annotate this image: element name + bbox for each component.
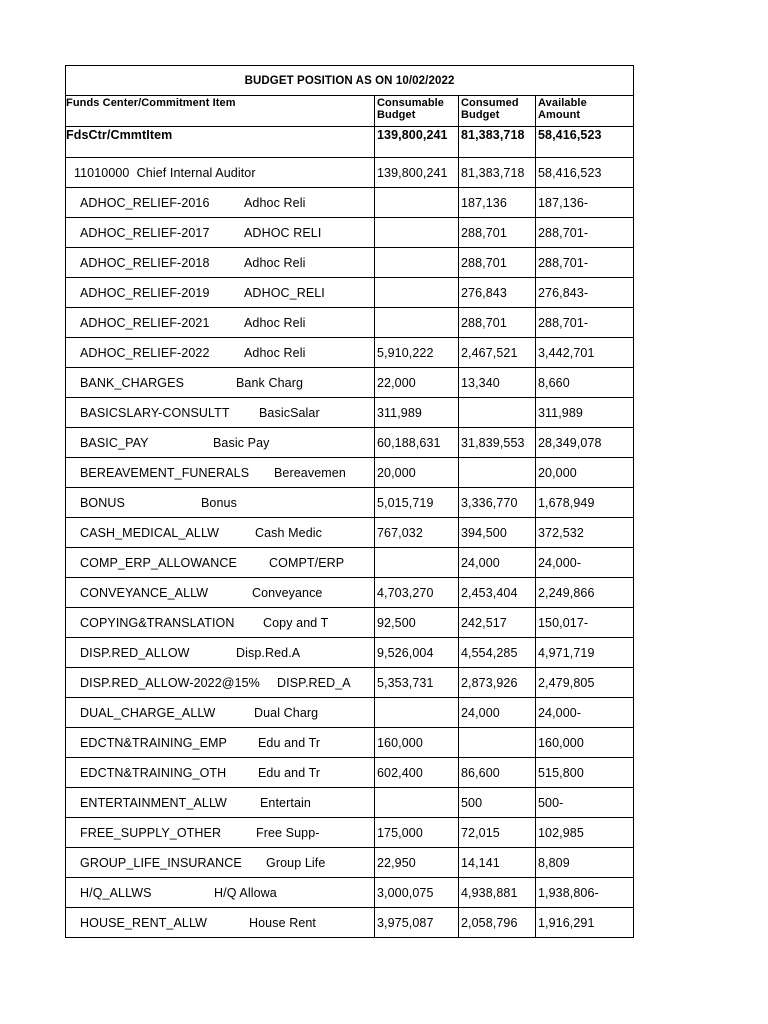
commitment-item-code: DISP.RED_ALLOW-2022@15%	[80, 675, 260, 690]
available-cell: 2,249,866	[536, 578, 634, 608]
available-cell: 372,532	[536, 518, 634, 548]
commitment-item-code: COPYING&TRANSLATION	[80, 615, 235, 630]
commitment-item-code: ADHOC_RELIEF-2018	[80, 255, 210, 270]
commitment-item-desc: H/Q Allowa	[214, 885, 277, 900]
commitment-item-code: ENTERTAINMENT_ALLW	[80, 795, 227, 810]
consumable-cell	[375, 788, 459, 818]
table-row	[66, 338, 634, 368]
consumable-cell: 3,975,087	[375, 908, 459, 938]
consumed-cell: 2,058,796	[459, 908, 536, 938]
consumable-cell: 60,188,631	[375, 428, 459, 458]
consumable-cell: 22,950	[375, 848, 459, 878]
consumable-cell	[375, 278, 459, 308]
table-row	[66, 248, 634, 278]
commitment-item-desc: Conveyance	[252, 585, 323, 600]
commitment-item-cell	[66, 188, 375, 218]
consumable-cell	[375, 548, 459, 578]
budget-table	[65, 65, 634, 938]
commitment-item-code: ADHOC_RELIEF-2022	[80, 345, 210, 360]
available-cell: 288,701-	[536, 218, 634, 248]
commitment-item-code: ADHOC_RELIEF-2017	[80, 225, 210, 240]
available-cell: 102,985	[536, 818, 634, 848]
table-row	[66, 818, 634, 848]
commitment-item-cell	[66, 488, 375, 518]
commitment-item-code: BASIC_PAY	[80, 435, 149, 450]
table-row	[66, 788, 634, 818]
consumable-cell: 5,353,731	[375, 668, 459, 698]
available-cell: 288,701-	[536, 308, 634, 338]
available-cell: 24,000-	[536, 698, 634, 728]
available-cell: 2,479,805	[536, 668, 634, 698]
commitment-item-code: DISP.RED_ALLOW	[80, 645, 190, 660]
available-cell: 24,000-	[536, 548, 634, 578]
commitment-item-code: CASH_MEDICAL_ALLW	[80, 525, 220, 540]
consumable-cell	[375, 698, 459, 728]
commitment-item-code: BEREAVEMENT_FUNERALS	[80, 465, 250, 480]
commitment-item-cell	[66, 608, 375, 638]
commitment-item-cell	[66, 278, 375, 308]
commitment-item-code: COMP_ERP_ALLOWANCE	[80, 555, 237, 570]
header-funds-center: Funds Center/Commitment Item	[66, 96, 375, 127]
available-cell: 4,971,719	[536, 638, 634, 668]
commitment-item-desc: House Rent	[249, 915, 317, 930]
table-row	[66, 428, 634, 458]
available-cell: 288,701-	[536, 248, 634, 278]
table-row	[66, 188, 634, 218]
commitment-item-desc: Adhoc Reli	[244, 315, 306, 330]
commitment-item-code: EDCTN&TRAINING_EMP	[80, 735, 227, 750]
center-consumable: 139,800,241	[375, 158, 459, 188]
commitment-item-desc: Adhoc Reli	[244, 345, 306, 360]
consumable-cell: 5,015,719	[375, 488, 459, 518]
consumable-cell: 175,000	[375, 818, 459, 848]
commitment-item-cell	[66, 668, 375, 698]
commitment-item-cell	[66, 218, 375, 248]
header-row	[66, 96, 634, 127]
commitment-item-desc: Adhoc Reli	[244, 195, 306, 210]
consumable-cell	[375, 248, 459, 278]
commitment-item-cell	[66, 728, 375, 758]
commitment-item-code: ADHOC_RELIEF-2016	[80, 195, 210, 210]
available-cell: 8,809	[536, 848, 634, 878]
commitment-item-desc: Bonus	[201, 495, 237, 510]
commitment-item-cell	[66, 698, 375, 728]
table-row	[66, 878, 634, 908]
commitment-item-code: BANK_CHARGES	[80, 375, 185, 390]
available-cell: 1,938,806-	[536, 878, 634, 908]
commitment-item-cell	[66, 578, 375, 608]
commitment-item-desc: Bank Charg	[236, 375, 304, 390]
commitment-item-code: ADHOC_RELIEF-2021	[80, 315, 210, 330]
available-cell: 28,349,078	[536, 428, 634, 458]
commitment-item-code: CONVEYANCE_ALLW	[80, 585, 209, 600]
consumed-cell: 3,336,770	[459, 488, 536, 518]
table-row	[66, 728, 634, 758]
funds-center-row	[66, 158, 634, 188]
table-row	[66, 668, 634, 698]
consumed-cell: 13,340	[459, 368, 536, 398]
commitment-item-cell	[66, 848, 375, 878]
commitment-item-cell	[66, 308, 375, 338]
consumable-cell: 3,000,075	[375, 878, 459, 908]
commitment-item-cell	[66, 398, 375, 428]
commitment-item-code: EDCTN&TRAINING_OTH	[80, 765, 227, 780]
available-cell: 515,800	[536, 758, 634, 788]
consumed-cell: 4,554,285	[459, 638, 536, 668]
commitment-item-cell	[66, 368, 375, 398]
consumable-cell: 311,989	[375, 398, 459, 428]
table-row	[66, 518, 634, 548]
commitment-item-cell	[66, 248, 375, 278]
consumed-cell: 2,467,521	[459, 338, 536, 368]
consumable-cell: 767,032	[375, 518, 459, 548]
funds-center-name: Chief Internal Auditor	[136, 165, 256, 180]
consumed-cell: 187,136	[459, 188, 536, 218]
commitment-item-cell	[66, 458, 375, 488]
available-cell: 1,678,949	[536, 488, 634, 518]
consumable-cell: 5,910,222	[375, 338, 459, 368]
table-row	[66, 218, 634, 248]
table-row	[66, 908, 634, 938]
table-title: BUDGET POSITION AS ON 10/02/2022	[66, 66, 634, 96]
available-cell: 187,136-	[536, 188, 634, 218]
consumable-cell: 4,703,270	[375, 578, 459, 608]
commitment-item-cell	[66, 908, 375, 938]
available-cell: 20,000	[536, 458, 634, 488]
consumable-cell	[375, 218, 459, 248]
table-row	[66, 548, 634, 578]
commitment-item-code: BONUS	[80, 495, 125, 510]
available-cell: 276,843-	[536, 278, 634, 308]
funds-center-code: 11010000	[74, 165, 130, 180]
consumed-cell: 394,500	[459, 518, 536, 548]
consumed-cell: 242,517	[459, 608, 536, 638]
consumed-cell: 86,600	[459, 758, 536, 788]
header-consumed-budget: Consumed Budget	[459, 96, 536, 127]
table-row	[66, 488, 634, 518]
consumable-cell: 160,000	[375, 728, 459, 758]
consumed-cell: 72,015	[459, 818, 536, 848]
commitment-item-desc: DISP.RED_A	[277, 675, 351, 690]
available-cell: 150,017-	[536, 608, 634, 638]
commitment-item-desc: Copy and T	[263, 615, 329, 630]
table-row	[66, 848, 634, 878]
commitment-item-cell	[66, 428, 375, 458]
commitment-item-cell	[66, 788, 375, 818]
consumable-cell: 92,500	[375, 608, 459, 638]
center-available: 58,416,523	[536, 158, 634, 188]
commitment-item-desc: Basic Pay	[213, 435, 270, 450]
commitment-item-code: FREE_SUPPLY_OTHER	[80, 825, 222, 840]
commitment-item-desc: Group Life	[266, 855, 326, 870]
consumed-cell: 288,701	[459, 248, 536, 278]
consumable-cell: 22,000	[375, 368, 459, 398]
consumable-cell	[375, 308, 459, 338]
table-row	[66, 278, 634, 308]
commitment-item-desc: ADHOC RELI	[244, 225, 322, 240]
commitment-item-code: BASICSLARY-CONSULTT	[80, 405, 230, 420]
commitment-item-code: HOUSE_RENT_ALLW	[80, 915, 207, 930]
header-available-amount: Available Amount	[536, 96, 634, 127]
consumable-cell	[375, 188, 459, 218]
funds-center-cell	[66, 158, 375, 188]
table-row	[66, 398, 634, 428]
commitment-item-desc: Edu and Tr	[258, 765, 321, 780]
consumed-cell	[459, 398, 536, 428]
commitment-item-code: ADHOC_RELIEF-2019	[80, 285, 210, 300]
total-available: 58,416,523	[536, 127, 634, 158]
table-row	[66, 698, 634, 728]
consumed-cell: 500	[459, 788, 536, 818]
total-row	[66, 127, 634, 158]
consumed-cell: 31,839,553	[459, 428, 536, 458]
commitment-item-desc: Cash Medic	[255, 525, 322, 540]
center-consumed: 81,383,718	[459, 158, 536, 188]
table-row	[66, 608, 634, 638]
commitment-item-desc: Dual Charg	[254, 705, 319, 720]
commitment-item-desc: BasicSalar	[259, 405, 320, 420]
commitment-item-cell	[66, 338, 375, 368]
budget-sheet	[65, 65, 633, 938]
table-row	[66, 638, 634, 668]
consumed-cell: 24,000	[459, 548, 536, 578]
table-row	[66, 758, 634, 788]
total-consumable: 139,800,241	[375, 127, 459, 158]
consumed-cell: 14,141	[459, 848, 536, 878]
table-row	[66, 458, 634, 488]
commitment-item-desc: Bereavemen	[274, 465, 346, 480]
commitment-item-desc: Disp.Red.A	[236, 645, 301, 660]
table-row	[66, 578, 634, 608]
total-consumed: 81,383,718	[459, 127, 536, 158]
available-cell: 8,660	[536, 368, 634, 398]
commitment-item-cell	[66, 758, 375, 788]
commitment-item-cell	[66, 518, 375, 548]
commitment-item-cell	[66, 818, 375, 848]
commitment-item-desc: Edu and Tr	[258, 735, 321, 750]
available-cell: 500-	[536, 788, 634, 818]
consumed-cell: 24,000	[459, 698, 536, 728]
commitment-item-cell	[66, 878, 375, 908]
consumed-cell: 288,701	[459, 308, 536, 338]
available-cell: 3,442,701	[536, 338, 634, 368]
consumed-cell: 4,938,881	[459, 878, 536, 908]
available-cell: 160,000	[536, 728, 634, 758]
consumed-cell	[459, 728, 536, 758]
consumable-cell: 9,526,004	[375, 638, 459, 668]
table-row	[66, 368, 634, 398]
commitment-item-code: GROUP_LIFE_INSURANCE	[80, 855, 242, 870]
commitment-item-desc: COMPT/ERP	[269, 555, 345, 570]
commitment-item-code: H/Q_ALLWS	[80, 885, 152, 900]
commitment-item-code: DUAL_CHARGE_ALLW	[80, 705, 216, 720]
commitment-item-desc: ADHOC_RELI	[244, 285, 325, 300]
commitment-item-desc: Free Supp-	[256, 825, 320, 840]
commitment-item-desc: Entertain	[260, 795, 311, 810]
available-cell: 311,989	[536, 398, 634, 428]
consumed-cell: 2,873,926	[459, 668, 536, 698]
commitment-item-cell	[66, 638, 375, 668]
consumed-cell: 288,701	[459, 218, 536, 248]
header-consumable-budget: Consumable Budget	[375, 96, 459, 127]
consumable-cell: 602,400	[375, 758, 459, 788]
total-label: FdsCtr/CmmtItem	[66, 127, 375, 158]
table-row	[66, 308, 634, 338]
commitment-item-cell	[66, 548, 375, 578]
consumable-cell: 20,000	[375, 458, 459, 488]
commitment-item-desc: Adhoc Reli	[244, 255, 306, 270]
consumed-cell: 2,453,404	[459, 578, 536, 608]
title-row	[66, 66, 634, 96]
available-cell: 1,916,291	[536, 908, 634, 938]
consumed-cell: 276,843	[459, 278, 536, 308]
consumed-cell	[459, 458, 536, 488]
